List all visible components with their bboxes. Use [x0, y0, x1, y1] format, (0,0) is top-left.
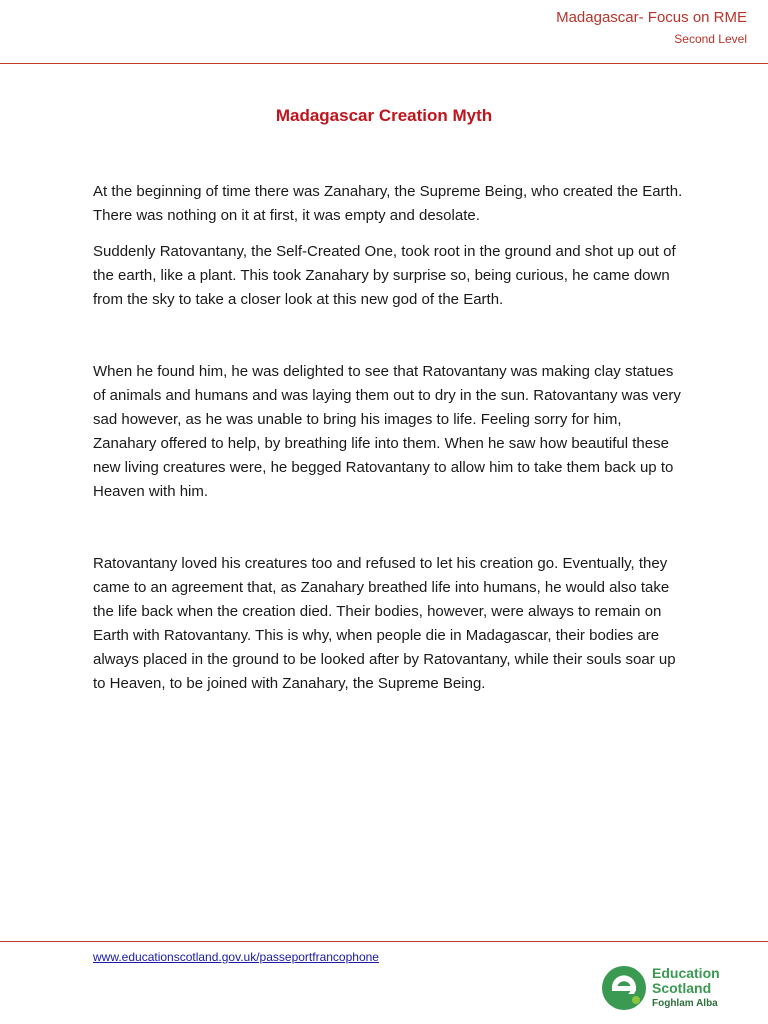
footer-link[interactable]: www.educationscotland.gov.uk/passeportfrancophone [93, 950, 379, 964]
logo-line-foghlam-alba: Foghlam Alba [652, 998, 718, 1009]
paragraph-4: Ratovantany loved his creatures too and refused to let his creation go. Eventually, they came to an agreement that, as Zanahary breathed life into humans, he would also take the life back when the creation died. Their bodies, however, were always to remain on Earth with Ratovantany. This is why, when people die in Madagascar, their bodies are always placed in the ground to be looked after by Ratovantany, while their souls soar up to Heaven, to be joined with Zanahary, the Supreme Being. [93, 555, 676, 692]
education-scotland-logo-icon [600, 964, 648, 1012]
header-title: Madagascar- Focus on RME [556, 9, 747, 26]
education-scotland-logo [600, 964, 750, 1014]
document-body [93, 180, 683, 696]
top-divider [0, 63, 768, 64]
paragraph-1: At the beginning of time there was Zanahary, the Supreme Being, who created the Earth. There was nothing on it at first, it was empty and desolate. [93, 183, 683, 224]
header-subtitle: Second Level [674, 32, 747, 46]
paragraph-2: Suddenly Ratovantany, the Self-Created One, took root in the ground and shot up out of the earth, like a plant. This took Zanahary by surprise so, being curious, he came down from the sky to take a closer look at this new god of the Earth. [93, 243, 676, 308]
bottom-divider [0, 941, 768, 942]
paragraph-3: When he found him, he was delighted to see that Ratovantany was making clay statues of animals and humans and was laying them out to dry in the sun. Ratovantany was very sad however, as he was unable to bring his images to life. Feeling sorry for him, Zanahary offered to help, by breathing life into them. When he saw how beautiful these new living creatures were, he begged Ratovantany to allow him to take them back up to Heaven with him. [93, 363, 681, 500]
logo-line-education: Education [652, 965, 720, 981]
logo-line-scotland: Scotland [652, 980, 712, 996]
document-title: Madagascar Creation Myth [275, 106, 493, 125]
